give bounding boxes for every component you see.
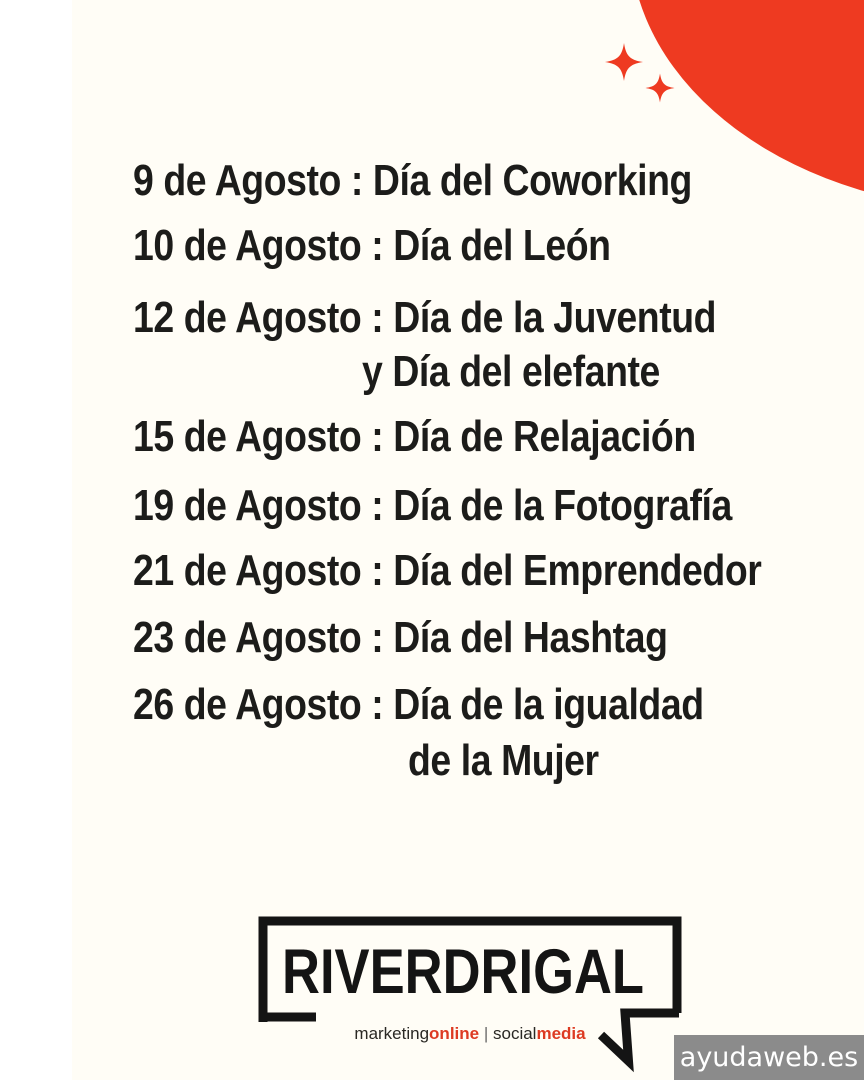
tagline-marketing: marketing xyxy=(354,1024,430,1043)
logo-tagline xyxy=(354,1024,586,1043)
tagline-social: social xyxy=(492,1024,537,1043)
tagline-online: online xyxy=(429,1024,480,1043)
event-line-leon: 10 de Agosto : Día del León xyxy=(133,221,611,270)
event-line-elefante: y Día del elefante xyxy=(362,347,660,396)
event-line-coworking: 9 de Agosto : Día del Coworking xyxy=(133,156,692,205)
tagline-media: media xyxy=(536,1024,586,1043)
watermark-text: ayudaweb.es xyxy=(679,1042,859,1073)
event-line-hashtag: 23 de Agosto : Día del Hashtag xyxy=(133,613,668,662)
event-line-fotografia: 19 de Agosto : Día de la Fotografía xyxy=(133,481,732,530)
logo-bubble-tail xyxy=(601,1013,679,1061)
watermark-badge xyxy=(674,1035,864,1080)
event-line-relajacion: 15 de Agosto : Día de Relajación xyxy=(133,412,696,461)
logo-brand-text: RIVERDRIGAL xyxy=(282,937,644,1007)
event-line-igualdad: 26 de Agosto : Día de la igualdad xyxy=(133,680,704,729)
event-line-mujer: de la Mujer xyxy=(408,736,599,785)
event-line-emprendedor: 21 de Agosto : Día del Emprendedor xyxy=(133,546,762,595)
event-line-juventud: 12 de Agosto : Día de la Juventud xyxy=(133,293,717,342)
tagline-separator: | xyxy=(479,1024,493,1043)
